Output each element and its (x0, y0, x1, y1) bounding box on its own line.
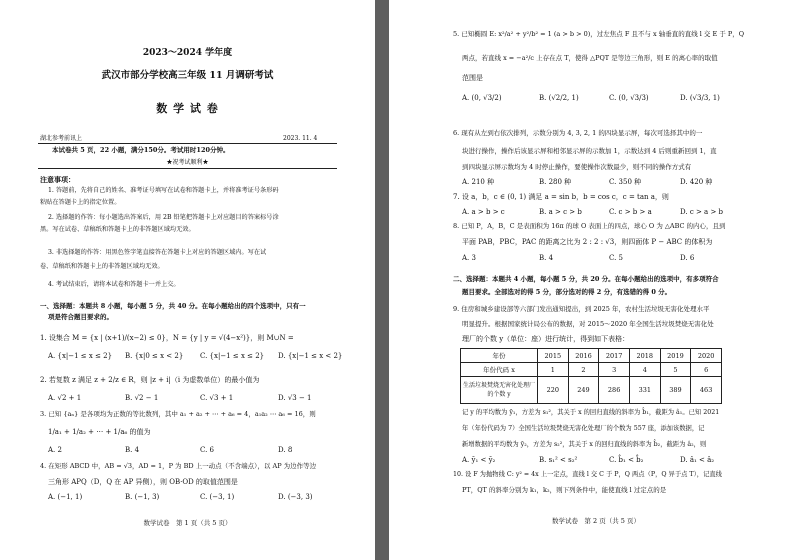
note-line: 黑。写在试卷、草稿纸和答题卡上的非答题区域均无效。 (40, 226, 195, 233)
table-header-cell: 生活垃圾焚烧无害化处理厂的个数 y (461, 377, 538, 404)
question-10: 10. 设 F 为抛物线 C: y² = 4x 上一定点，直线 l 交 C 于 P，Q 两点（P，Q 异于点 T），记直线 (453, 471, 722, 478)
q3-option-a: A. 2 (48, 446, 62, 454)
note-line: 2. 选择题的作答：每小题选出答案后，用 2B 铅笔把答题卡上对应题目的答案标号涂 (48, 214, 279, 221)
notes-title: 注意事项： (40, 175, 75, 184)
question-8: 8. 已知 P，A，B，C 是表面积为 16π 的球 O 表面上的四点，球心 O 为 △ABC 的内心，且到 (453, 222, 726, 230)
q8-option-c: C. 5 (609, 254, 624, 262)
question-9: 9. 住房和城乡建设部等六部门发出通知提出，到 2025 年，农村生活垃圾无害化处理水平 (453, 305, 710, 313)
table-row (461, 363, 722, 377)
question-9-cont: 明显提升。根据国家统计局公布的数据，对 2015～2020 年全国生活垃圾焚烧无害化处 (462, 320, 714, 328)
table-cell: 249 (568, 377, 599, 404)
table-cell: 286 (599, 377, 630, 404)
q4-option-b: B. (−1, 3) (125, 493, 160, 501)
question-4-cont: 三角形 APQ（D，Q 在 AP 异侧），则 OB·OD 的取值范围是 (48, 478, 238, 486)
question-6-cont: 到四块显示屏示数均为 4 时停止操作，要使操作次数最少，则不同的操作方式有 (462, 163, 692, 171)
q6-option-d: D. 420 种 (680, 178, 713, 186)
table-cell: 2019 (660, 349, 691, 363)
note-line: 粘贴在答题卡上的指定位置。 (40, 199, 121, 206)
q4-option-d: D. (−3, 3) (278, 493, 313, 501)
section-1-heading: 一、选择题：本题共 8 小题，每小题 5 分，共 40 分。在每小题给出的四个选项中，只有一 (40, 302, 306, 310)
q5-option-d: D. (√3/3, 1) (680, 94, 720, 102)
q3-option-d: D. 8 (278, 446, 293, 454)
q8-option-b: B. 4 (539, 254, 554, 262)
section-2-heading: 二、选择题：本题共 4 小题，每小题 5 分，共 20 分。在每小题给出的选项中，有多项符合 (453, 275, 719, 283)
exam-page-2 (389, 0, 803, 560)
question-2: 2. 若复数 z 满足 z + 2/z ∈ R，则 |z + i|（i 为虚数单位）的最小值为 (40, 376, 260, 384)
q4-option-c: C. (−3, 1) (200, 493, 235, 501)
waste-plant-table (460, 348, 722, 404)
note-line: 3. 非选择题的作答：用黑色签字笔直接答在答题卡上对应的答题区域内。写在试 (48, 249, 267, 256)
q2-option-c: C. √3 + 1 (200, 394, 234, 402)
q5-option-a: A. (0, √3/2) (462, 94, 502, 102)
q9-option-d: D. â₁ < â₂ (680, 456, 715, 464)
q8-option-a: A. 3 (462, 254, 476, 262)
exam-date: 2023. 11. 4 (283, 135, 318, 142)
question-5: 5. 已知椭圆 E: x²/a² + y²/b² = 1 (a > b > 0)，过左焦点 F 且不与 x 轴垂直的直线 l 交 E 于 P，Q (453, 30, 745, 38)
q7-option-b: B. a > c > b (539, 208, 582, 216)
q9-option-a: A. ȳ₁ < ȳ₂ (462, 456, 496, 464)
q6-option-b: B. 280 种 (539, 178, 572, 186)
q2-option-a: A. √2 + 1 (48, 394, 82, 402)
q7-option-a: A. a > b > c (462, 208, 505, 216)
question-6: 6. 现有从左到右依次排列，示数分别为 4, 3, 2, 1 的四块显示屏，每次可选择其中的一 (453, 129, 703, 137)
question-4: 4. 在矩形 ABCD 中，AB = √3，AD = 1，P 为 BD 上一动点（不含端点），以 AP 为边作等边 (40, 462, 317, 470)
q1-option-c: C. {x|−1 ≤ x ≤ 2} (200, 352, 265, 360)
question-9-cont: 记 y 的平均数为 ȳ₁，方差为 s₁²，其关于 x 的回归直线的斜率为 b̂₁，截距为 â₁。已知 2021 (462, 409, 720, 416)
note-line: 卷、草稿纸和答题卡上的非答题区域均无效。 (40, 263, 164, 270)
question-5-cont: 范围是 (462, 74, 483, 82)
table-cell: 331 (629, 377, 660, 404)
page-2-footer: 数学试卷 第 2 页（共 5 页） (551, 517, 641, 525)
header-rule-top (38, 143, 337, 144)
q7-option-d: D. c > a > b (680, 208, 724, 216)
table-cell: 2 (568, 363, 599, 377)
q2-option-d: D. √3 − 1 (278, 394, 312, 402)
q1-option-b: B. {x|0 ≤ x < 2} (125, 352, 184, 360)
q9-option-b: B. s₁² < s₂² (539, 456, 578, 464)
question-8-cont: 平面 PAB，PBC，PAC 的距离之比为 2 : 2 : √3，则四面体 P − ABC 的体积为 (462, 238, 713, 246)
q9-option-c: C. b̂₁ < b̂₂ (609, 456, 644, 464)
q5-option-c: C. (0, √3/3) (609, 94, 649, 102)
exam-page-1 (0, 0, 375, 560)
note-line: 1. 答题前，先将自己的姓名、准考证号填写在试卷和答题卡上，并将准考证号条形码 (48, 187, 279, 194)
question-5-cont: 两点，若直线 x = −a²/c 上存在点 T，使得 △PQT 是等边三角形，则 E 的离心率的取值 (462, 54, 718, 62)
table-row (461, 377, 722, 404)
table-cell: 4 (629, 363, 660, 377)
table-cell: 463 (691, 377, 722, 404)
q5-option-b: B. (√2/2, 1) (539, 94, 579, 102)
exam-info: 本试卷共 5 页，22 小题，满分150分。考试用时120分钟。 (52, 146, 230, 154)
exam-title: 武汉市部分学校高三年级 11 月调研考试 (101, 70, 274, 81)
table-cell: 2017 (599, 349, 630, 363)
header-rule-bottom (38, 168, 337, 169)
table-cell: 6 (691, 363, 722, 377)
table-header-cell: 年份代码 x (461, 363, 538, 377)
q1-option-d: D. {x|−1 ≤ x < 2} (278, 352, 343, 360)
question-7: 7. 设 a，b，c ∈ (0, 1) 满足 a = sin b，b = cos c，c = tan a，则 (453, 193, 669, 201)
q8-option-d: D. 6 (680, 254, 695, 262)
q6-option-a: A. 210 种 (462, 178, 495, 186)
question-6-cont: 块进行操作，操作后该显示屏和相邻显示屏的示数加 1，示数达到 4 后则重新回到 1，直 (462, 147, 717, 155)
q4-option-a: A. (−1, 1) (48, 493, 83, 501)
table-cell: 3 (599, 363, 630, 377)
year-heading: 2023～2024 学年度 (142, 48, 233, 58)
question-3-cont: 1/a₁ + 1/a₂ + ⋯ + 1/a₆ 的值为 (48, 428, 151, 436)
question-10-cont: PT，QT 的斜率分别为 k₁，k₂，则下列条件中，能使直线 l 过定点的是 (462, 486, 667, 494)
table-header-cell: 年份 (461, 349, 538, 363)
q3-option-b: B. 4 (125, 446, 140, 454)
question-9-cont: 新增数据的平均数为 ȳ₂，方差为 s₂²，其关于 x 的回归直线的斜率为 b̂₂，截距为 â₂，则 (462, 441, 707, 448)
question-9-cont: 理厂的个数 y（单位：座）进行统计，得到如下表格： (462, 335, 630, 343)
table-cell: 5 (660, 363, 691, 377)
subject-title: 数 学 试 卷 (156, 102, 219, 115)
table-cell: 389 (660, 377, 691, 404)
page-1-footer: 数学试卷 第 1 页（共 5 页） (143, 519, 232, 527)
table-cell: 220 (538, 377, 569, 404)
table-cell: 2015 (538, 349, 569, 363)
table-row (461, 349, 722, 363)
q1-option-a: A. {x|−1 ≤ x ≤ 2} (48, 352, 113, 360)
good-luck: ★祝考试顺利★ (166, 159, 209, 166)
q2-option-b: B. √2 − 1 (125, 394, 159, 402)
table-cell: 2020 (691, 349, 722, 363)
q3-option-c: C. 6 (200, 446, 215, 454)
section-1-heading-cont: 项是符合题目要求的。 (48, 313, 113, 321)
table-cell: 2016 (568, 349, 599, 363)
section-2-heading-cont: 题目要求。全部选对的得 5 分，部分选对的得 2 分，有选错的得 0 分。 (462, 288, 672, 296)
table-cell: 2018 (629, 349, 660, 363)
q6-option-c: C. 350 种 (609, 178, 642, 186)
question-1: 1. 设集合 M = {x | (x+1)/(x−2) ≤ 0}，N = {y | y = √(4−x²)}，则 M∪N = (40, 334, 294, 342)
question-3: 3. 已知 {aₙ} 是各项均为正数的等比数列，其中 a₁ + a₂ + ⋯ + a₆ = 4，a₁a₂ ⋯ a₆ = 16，则 (40, 410, 316, 418)
question-9-cont: 年（年份代码为 7）全国生活垃圾焚烧无害化处理厂的个数为 557 座，添加该数据，记 (462, 425, 705, 432)
q7-option-c: C. c > b > a (609, 208, 652, 216)
sign-text: 湖北参考前讯上 (40, 135, 83, 142)
table-cell: 1 (538, 363, 569, 377)
note-line: 4. 考试结束后，请将本试卷和答题卡一并上交。 (48, 281, 180, 288)
